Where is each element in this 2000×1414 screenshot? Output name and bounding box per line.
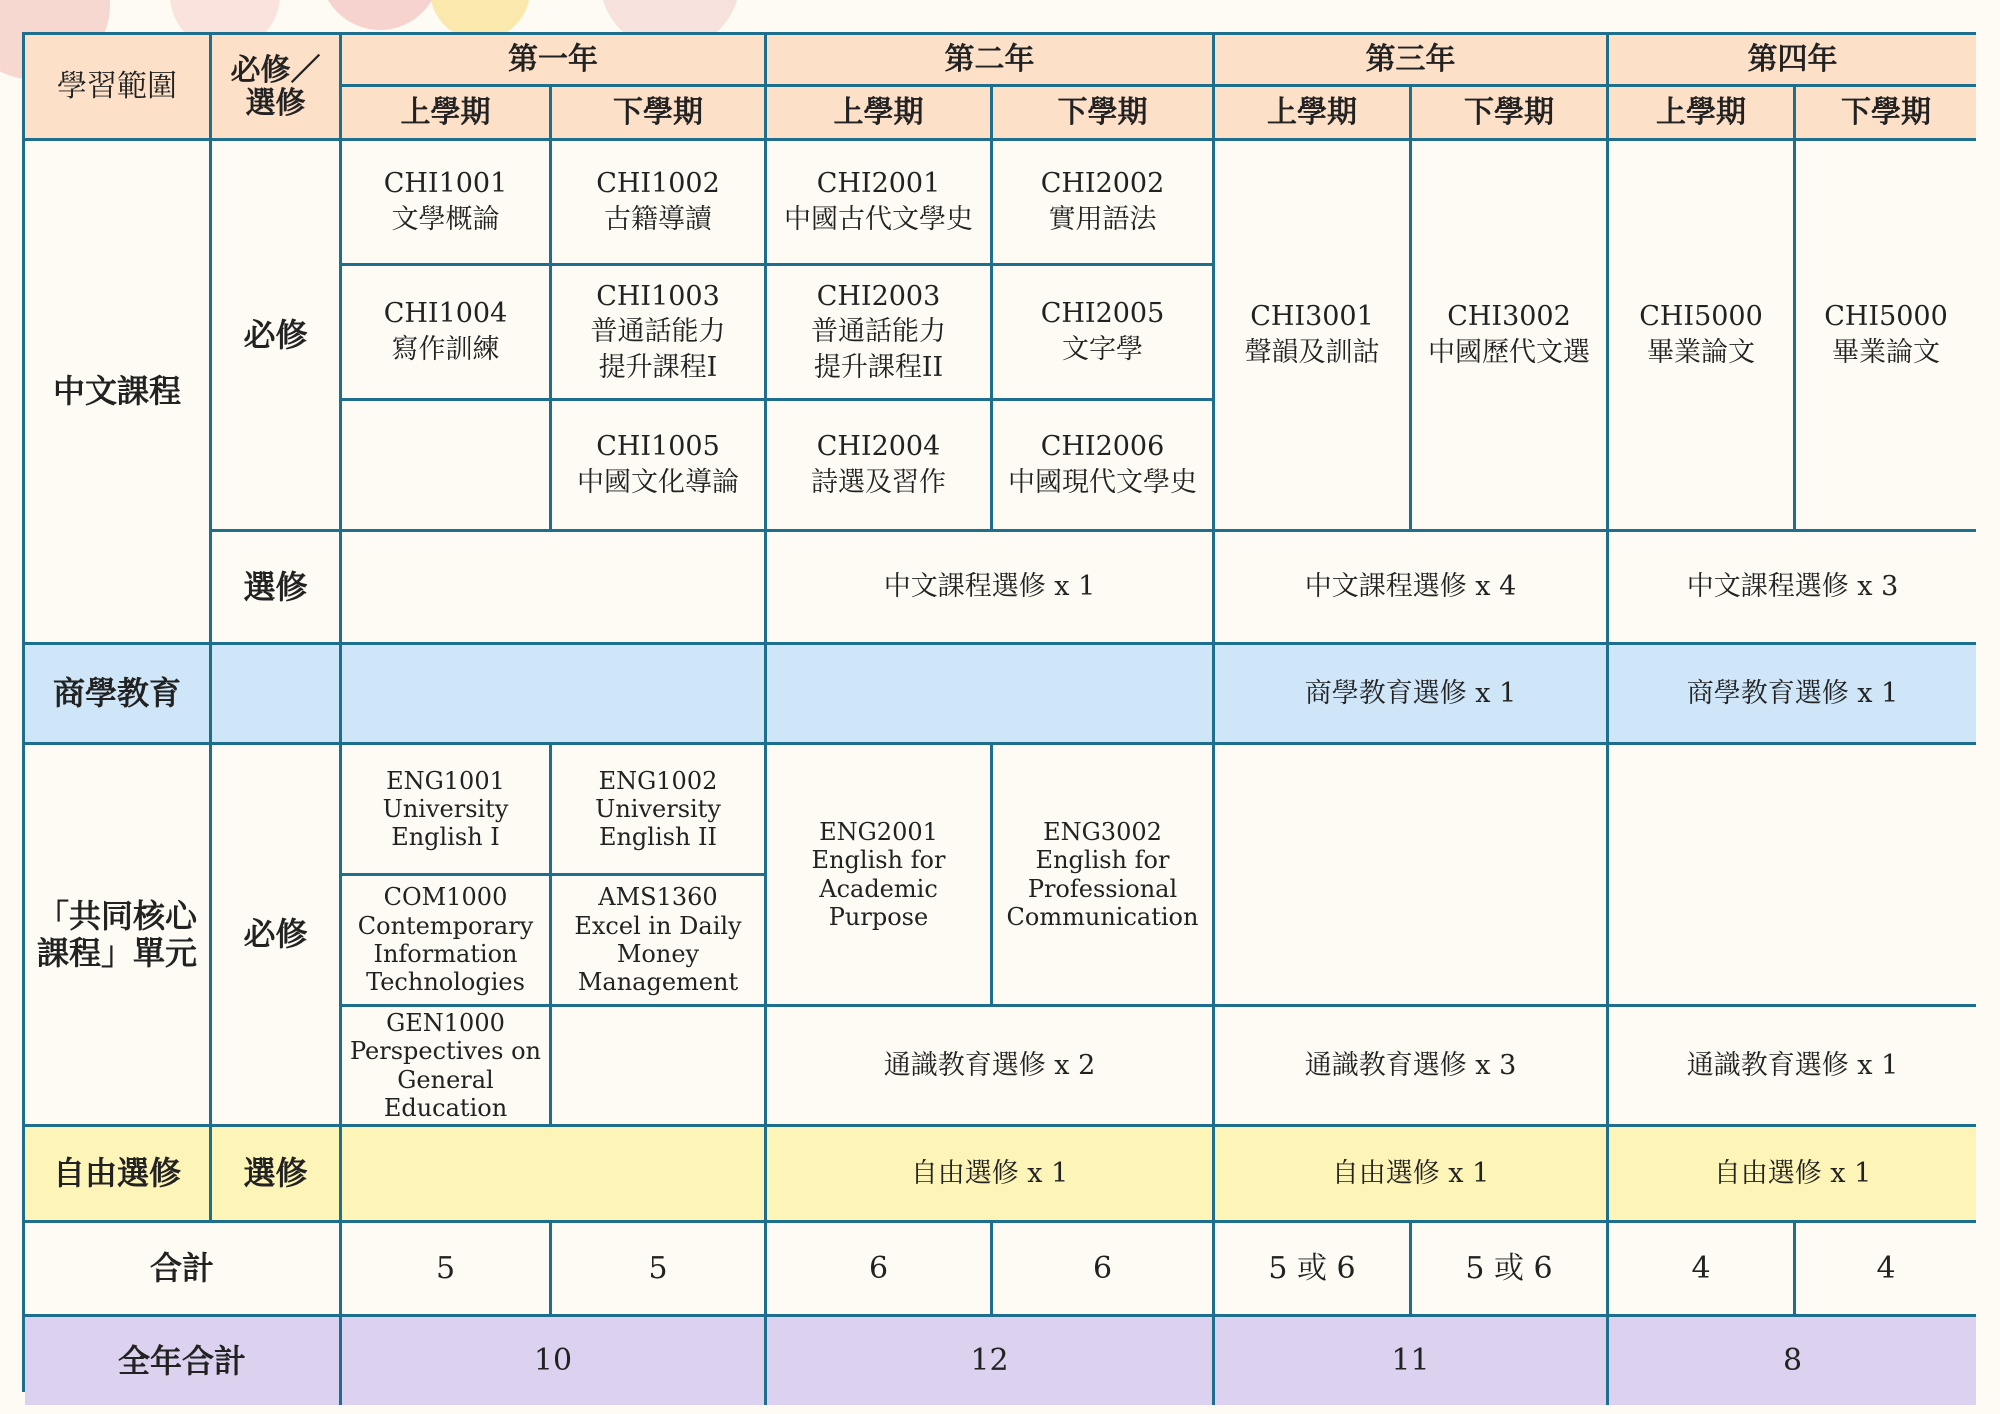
course-cell: CHI1004 寫作訓練: [342, 266, 552, 401]
year-total-value: 11: [1215, 1317, 1609, 1405]
year-total-value: 8: [1609, 1317, 1976, 1405]
type-elective: 選修: [212, 1127, 342, 1223]
totals-label: 合計: [25, 1223, 342, 1317]
course-cell: CHI2005 文字學: [993, 266, 1215, 401]
course-cell: CHI1005 中國文化導論: [552, 401, 767, 532]
header-sem: 下學期: [1796, 87, 1976, 141]
course-cell: CHI1001 文學概論: [342, 141, 552, 266]
course-cell: CHI2006 中國現代文學史: [993, 401, 1215, 532]
header-sem: 下學期: [1412, 87, 1609, 141]
header-year-4: 第四年: [1609, 35, 1976, 87]
course-cell: CHI3001 聲韻及訓詁: [1215, 141, 1412, 532]
curriculum-table: [22, 32, 1976, 1392]
header-area: 學習範圍: [25, 35, 212, 141]
area-chinese: 中文課程: [25, 141, 212, 645]
elective-cell: 中文課程選修 x 1: [767, 532, 1215, 645]
elective-cell: 自由選修 x 1: [767, 1127, 1215, 1223]
header-sem: 上學期: [767, 87, 993, 141]
header-sem: 下學期: [993, 87, 1215, 141]
header-sem: 下學期: [552, 87, 767, 141]
area-free-elective: 自由選修: [25, 1127, 212, 1223]
course-cell: CHI1003 普通話能力 提升課程I: [552, 266, 767, 401]
empty-cell: [767, 645, 1215, 745]
type-required: 必修: [212, 745, 342, 1127]
course-cell: CHI2002 實用語法: [993, 141, 1215, 266]
course-cell: COM1000 Contemporary Information Technologies: [342, 876, 552, 1007]
empty-cell: [342, 645, 767, 745]
area-common-core: 「共同核心 課程」單元: [25, 745, 212, 1127]
empty-cell: [552, 1007, 767, 1127]
empty-cell: [342, 1127, 767, 1223]
header-sem: 上學期: [1609, 87, 1796, 141]
total-value: 4: [1796, 1223, 1976, 1317]
elective-cell: 商學教育選修 x 1: [1609, 645, 1976, 745]
total-value: 5: [342, 1223, 552, 1317]
total-value: 5 或 6: [1215, 1223, 1412, 1317]
total-value: 6: [993, 1223, 1215, 1317]
header-year-2: 第二年: [767, 35, 1215, 87]
course-cell: GEN1000 Perspectives on General Education: [342, 1007, 552, 1127]
area-business: 商學教育: [25, 645, 212, 745]
elective-cell: 中文課程選修 x 4: [1215, 532, 1609, 645]
course-cell: CHI5000 畢業論文: [1609, 141, 1796, 532]
empty-cell: [212, 645, 342, 745]
decor-dot: [320, 0, 440, 30]
elective-cell: 中文課程選修 x 3: [1609, 532, 1976, 645]
header-year-1: 第一年: [342, 35, 767, 87]
year-total-value: 12: [767, 1317, 1215, 1405]
elective-cell: 商學教育選修 x 1: [1215, 645, 1609, 745]
course-cell: CHI1002 古籍導讀: [552, 141, 767, 266]
year-total-value: 10: [342, 1317, 767, 1405]
course-cell: ENG1001 University English I: [342, 745, 552, 876]
course-cell: ENG3002 English for Professional Communication: [993, 745, 1215, 1007]
course-cell: CHI2004 詩選及習作: [767, 401, 993, 532]
course-cell: ENG2001 English for Academic Purpose: [767, 745, 993, 1007]
course-cell: ENG1002 University English II: [552, 745, 767, 876]
type-required: 必修: [212, 141, 342, 532]
course-cell: CHI5000 畢業論文: [1796, 141, 1976, 532]
elective-cell: 自由選修 x 1: [1609, 1127, 1976, 1223]
elective-cell: 自由選修 x 1: [1215, 1127, 1609, 1223]
elective-cell: 通識教育選修 x 2: [767, 1007, 1215, 1127]
header-sem: 上學期: [342, 87, 552, 141]
empty-cell: [1609, 745, 1976, 1007]
total-value: 4: [1609, 1223, 1796, 1317]
course-cell: CHI2003 普通話能力 提升課程II: [767, 266, 993, 401]
total-value: 5: [552, 1223, 767, 1317]
empty-cell: [342, 532, 767, 645]
course-cell: AMS1360 Excel in Daily Money Management: [552, 876, 767, 1007]
header-sem: 上學期: [1215, 87, 1412, 141]
empty-cell: [342, 401, 552, 532]
type-elective: 選修: [212, 532, 342, 645]
year-totals-label: 全年合計: [25, 1317, 342, 1405]
empty-cell: [1215, 745, 1609, 1007]
course-cell: CHI3002 中國歷代文選: [1412, 141, 1609, 532]
header-year-3: 第三年: [1215, 35, 1609, 87]
header-type: 必修／ 選修: [212, 35, 342, 141]
elective-cell: 通識教育選修 x 3: [1215, 1007, 1609, 1127]
course-cell: CHI2001 中國古代文學史: [767, 141, 993, 266]
total-value: 5 或 6: [1412, 1223, 1609, 1317]
elective-cell: 通識教育選修 x 1: [1609, 1007, 1976, 1127]
total-value: 6: [767, 1223, 993, 1317]
